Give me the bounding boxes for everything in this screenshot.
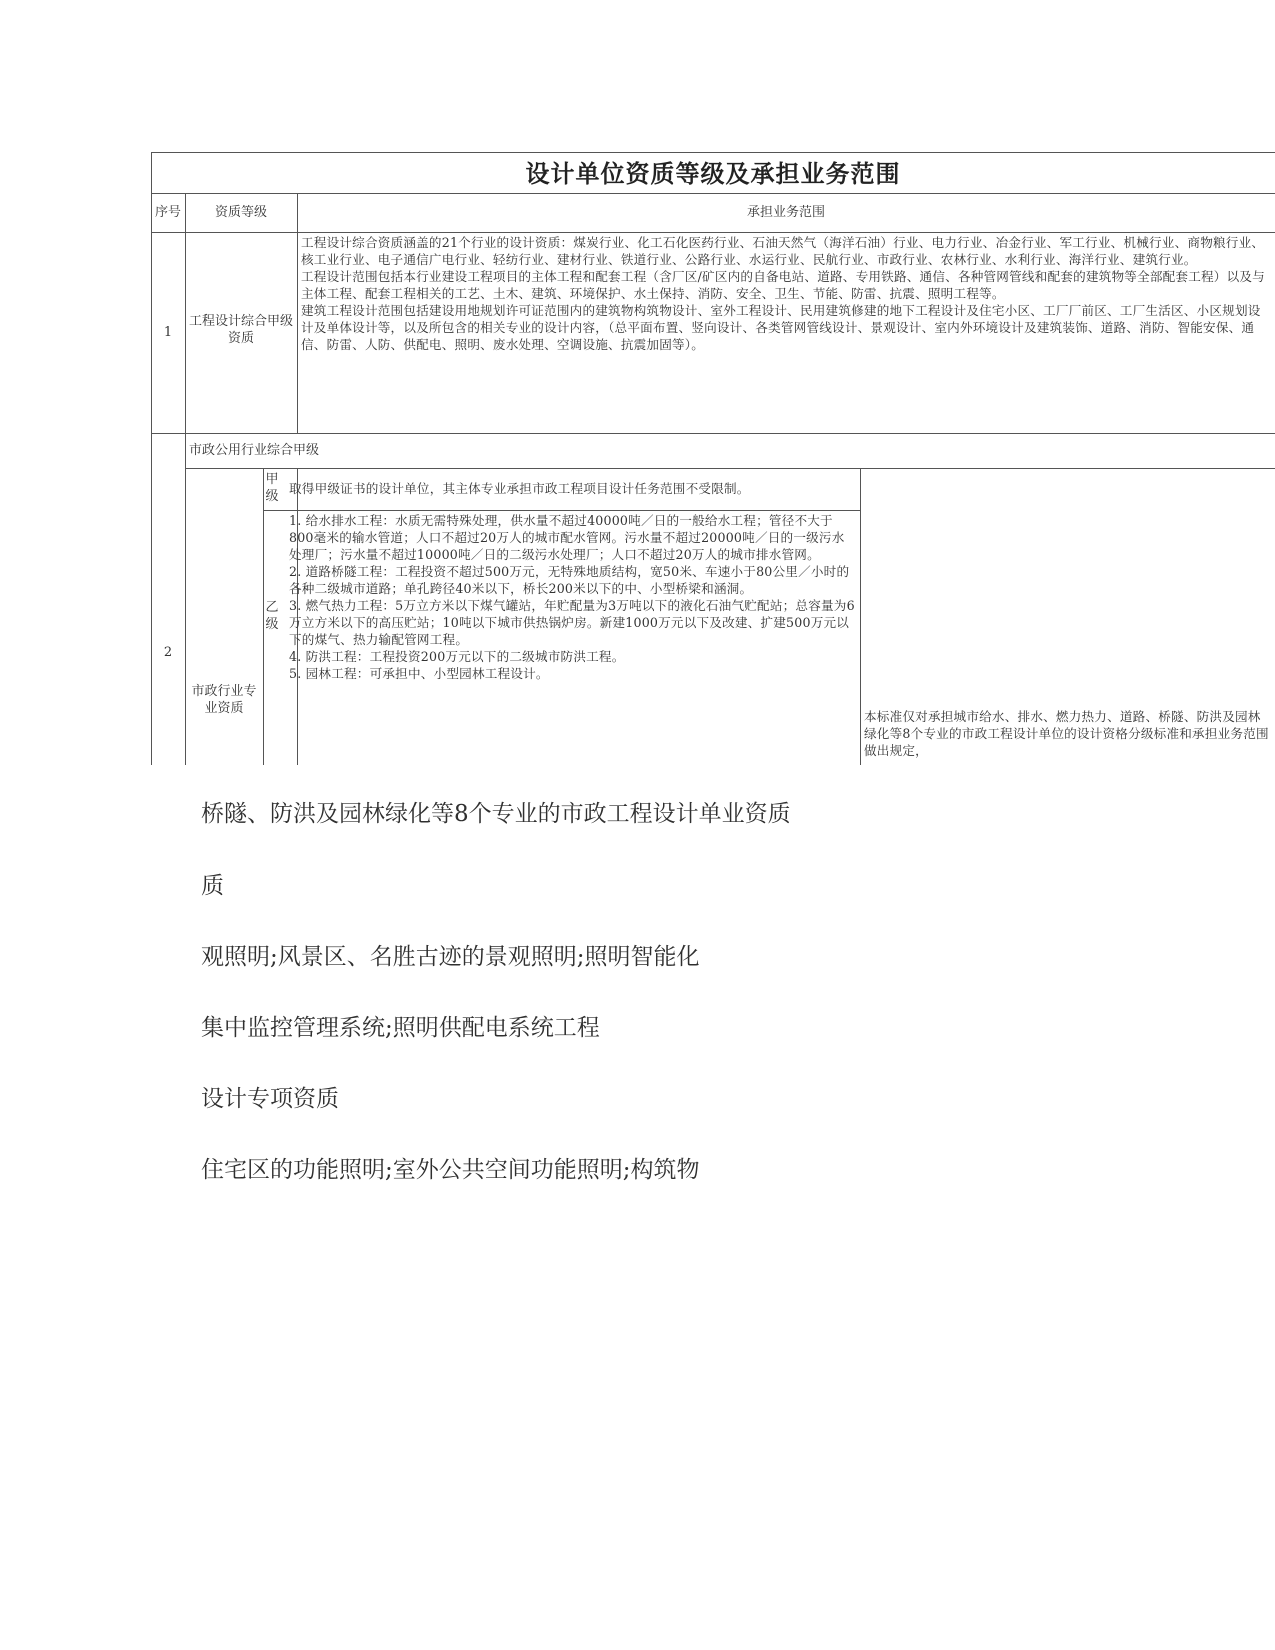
jia-row-bottom: [263, 510, 860, 511]
text-line-2: 质: [201, 873, 224, 899]
yi-item-5: 5. 园林工程：可承担中、小型园林工程设计。: [289, 666, 549, 681]
qualification-table: [151, 152, 1275, 765]
jia-text: 取得甲级证书的设计单位，其主体专业承担市政工程项目设计任务范围不受限制。: [289, 481, 750, 496]
row2-right-divider: [860, 468, 861, 765]
header-seq: 序号: [154, 205, 181, 220]
seq-col-divider: [185, 193, 186, 765]
text-line-5: 设计专项资质: [201, 1086, 339, 1112]
row1-paragraph-2: 工程设计范围包括本行业建设工程项目的主体工程和配套工程（含厂区/矿区内的自备电站、道路、专用铁路、通信、各种管网管线和配套的建筑物等全部配套工程）以及与主体工程、配套工程相关的工艺、土木、建筑、环境保护、水土保持、消防、安全、卫生、节能、防雷、抗震、照明工程等。: [301, 269, 1265, 301]
yi-item-3: 3. 燃气热力工程：5万立方米以下煤气罐站，年贮配量为3万吨以下的液化石油气贮配站；总容量为6万立方米以下的高压贮站；10吨以下城市供热锅炉房。新建1000万元以下及改建、扩建500万元以下的煤气、热力输配管网工程。: [289, 598, 855, 647]
row1-grade: 工程设计综合甲级资质: [189, 314, 294, 346]
header-divider: [151, 232, 1275, 233]
row1-bottom: [151, 433, 1275, 434]
row1-scope: [301, 234, 1269, 353]
yi-item-1: 1. 给水排水工程：水质无需特殊处理，供水量不超过40000吨／日的一般给水工程；管径不大于800毫米的输水管道；人口不超过20万人的城市配水管网。污水量不超过20000吨／日的一级污水处理厂；污水量不超过10000吨／日的二级污水处理厂；人口不超过20万人的城市排水管网。: [289, 513, 845, 562]
row2-subheader-bottom: [185, 468, 1275, 469]
text-line-6: 住宅区的功能照明;室外公共空间功能照明;构筑物: [201, 1157, 700, 1183]
right-note: 本标准仅对承担城市给水、排水、燃力热力、道路、桥隧、防洪及园林绿化等8个专业的市政工程设计单位的设计资格分级标准和承担业务范围做出规定，: [864, 709, 1269, 758]
row1-paragraph-3: 建筑工程设计范围包括建设用地规划许可证范围内的建筑物构筑物设计、室外工程设计、民用建筑修建的地下工程设计及住宅小区、工厂厂前区、工厂生活区、小区规划设计及单体设计等，以及所包含的相关专业的设计内容，（总平面布置、竖向设计、各类管网管线设计、景观设计、室内外环境设计及建筑装饰、道路、消防、智能安保、通信、防雷、人防、供配电、照明、废水处理、空调设施、抗震加固等）。: [301, 303, 1261, 352]
yi-items: [289, 512, 855, 682]
yi-item-2: 2. 道路桥隧工程：工程投资不超过500万元，无特殊地质结构，宽50米、车速小于80公里／小时的各种二级城市道路；单孔跨径40米以下，桥长200米以下的中、小型桥梁和涵洞。: [289, 564, 850, 596]
text-line-4: 集中监控管理系统;照明供配电系统工程: [201, 1015, 600, 1041]
row2-seq: 2: [163, 645, 173, 660]
jia-label: 甲级: [265, 472, 279, 504]
text-line-3: 观照明;风景区、名胜古迹的景观照明;照明智能化: [201, 944, 700, 970]
row2-grade: 市政行业专业资质: [191, 684, 257, 716]
row2-grade-divider: [263, 468, 264, 765]
row1-paragraph-1: 工程设计综合资质涵盖的21个行业的设计资质：煤炭行业、化工石化医药行业、石油天然气（海洋石油）行业、电力行业、冶金行业、军工行业、机械行业、商物粮行业、核工业行业、电子通信广电行业、轻纺行业、建材行业、铁道行业、公路行业、水运行业、民航行业、市政行业、农林行业、水利行业、海洋行业、建筑行业。: [301, 235, 1265, 267]
header-grade: 资质等级: [214, 205, 267, 220]
yi-item-4: 4. 防洪工程：工程投资200万元以下的二级城市防洪工程。: [289, 649, 625, 664]
yi-label: 乙级: [265, 600, 279, 632]
header-scope: 承担业务范围: [746, 205, 825, 220]
row1-seq: 1: [163, 325, 173, 340]
table-title: 设计单位资质等级及承担业务范围: [525, 159, 901, 188]
text-line-1: 桥隧、防洪及园林绿化等8个专业的市政工程设计单业资质: [201, 801, 791, 827]
row2-header: 市政公用行业综合甲级: [189, 443, 320, 458]
